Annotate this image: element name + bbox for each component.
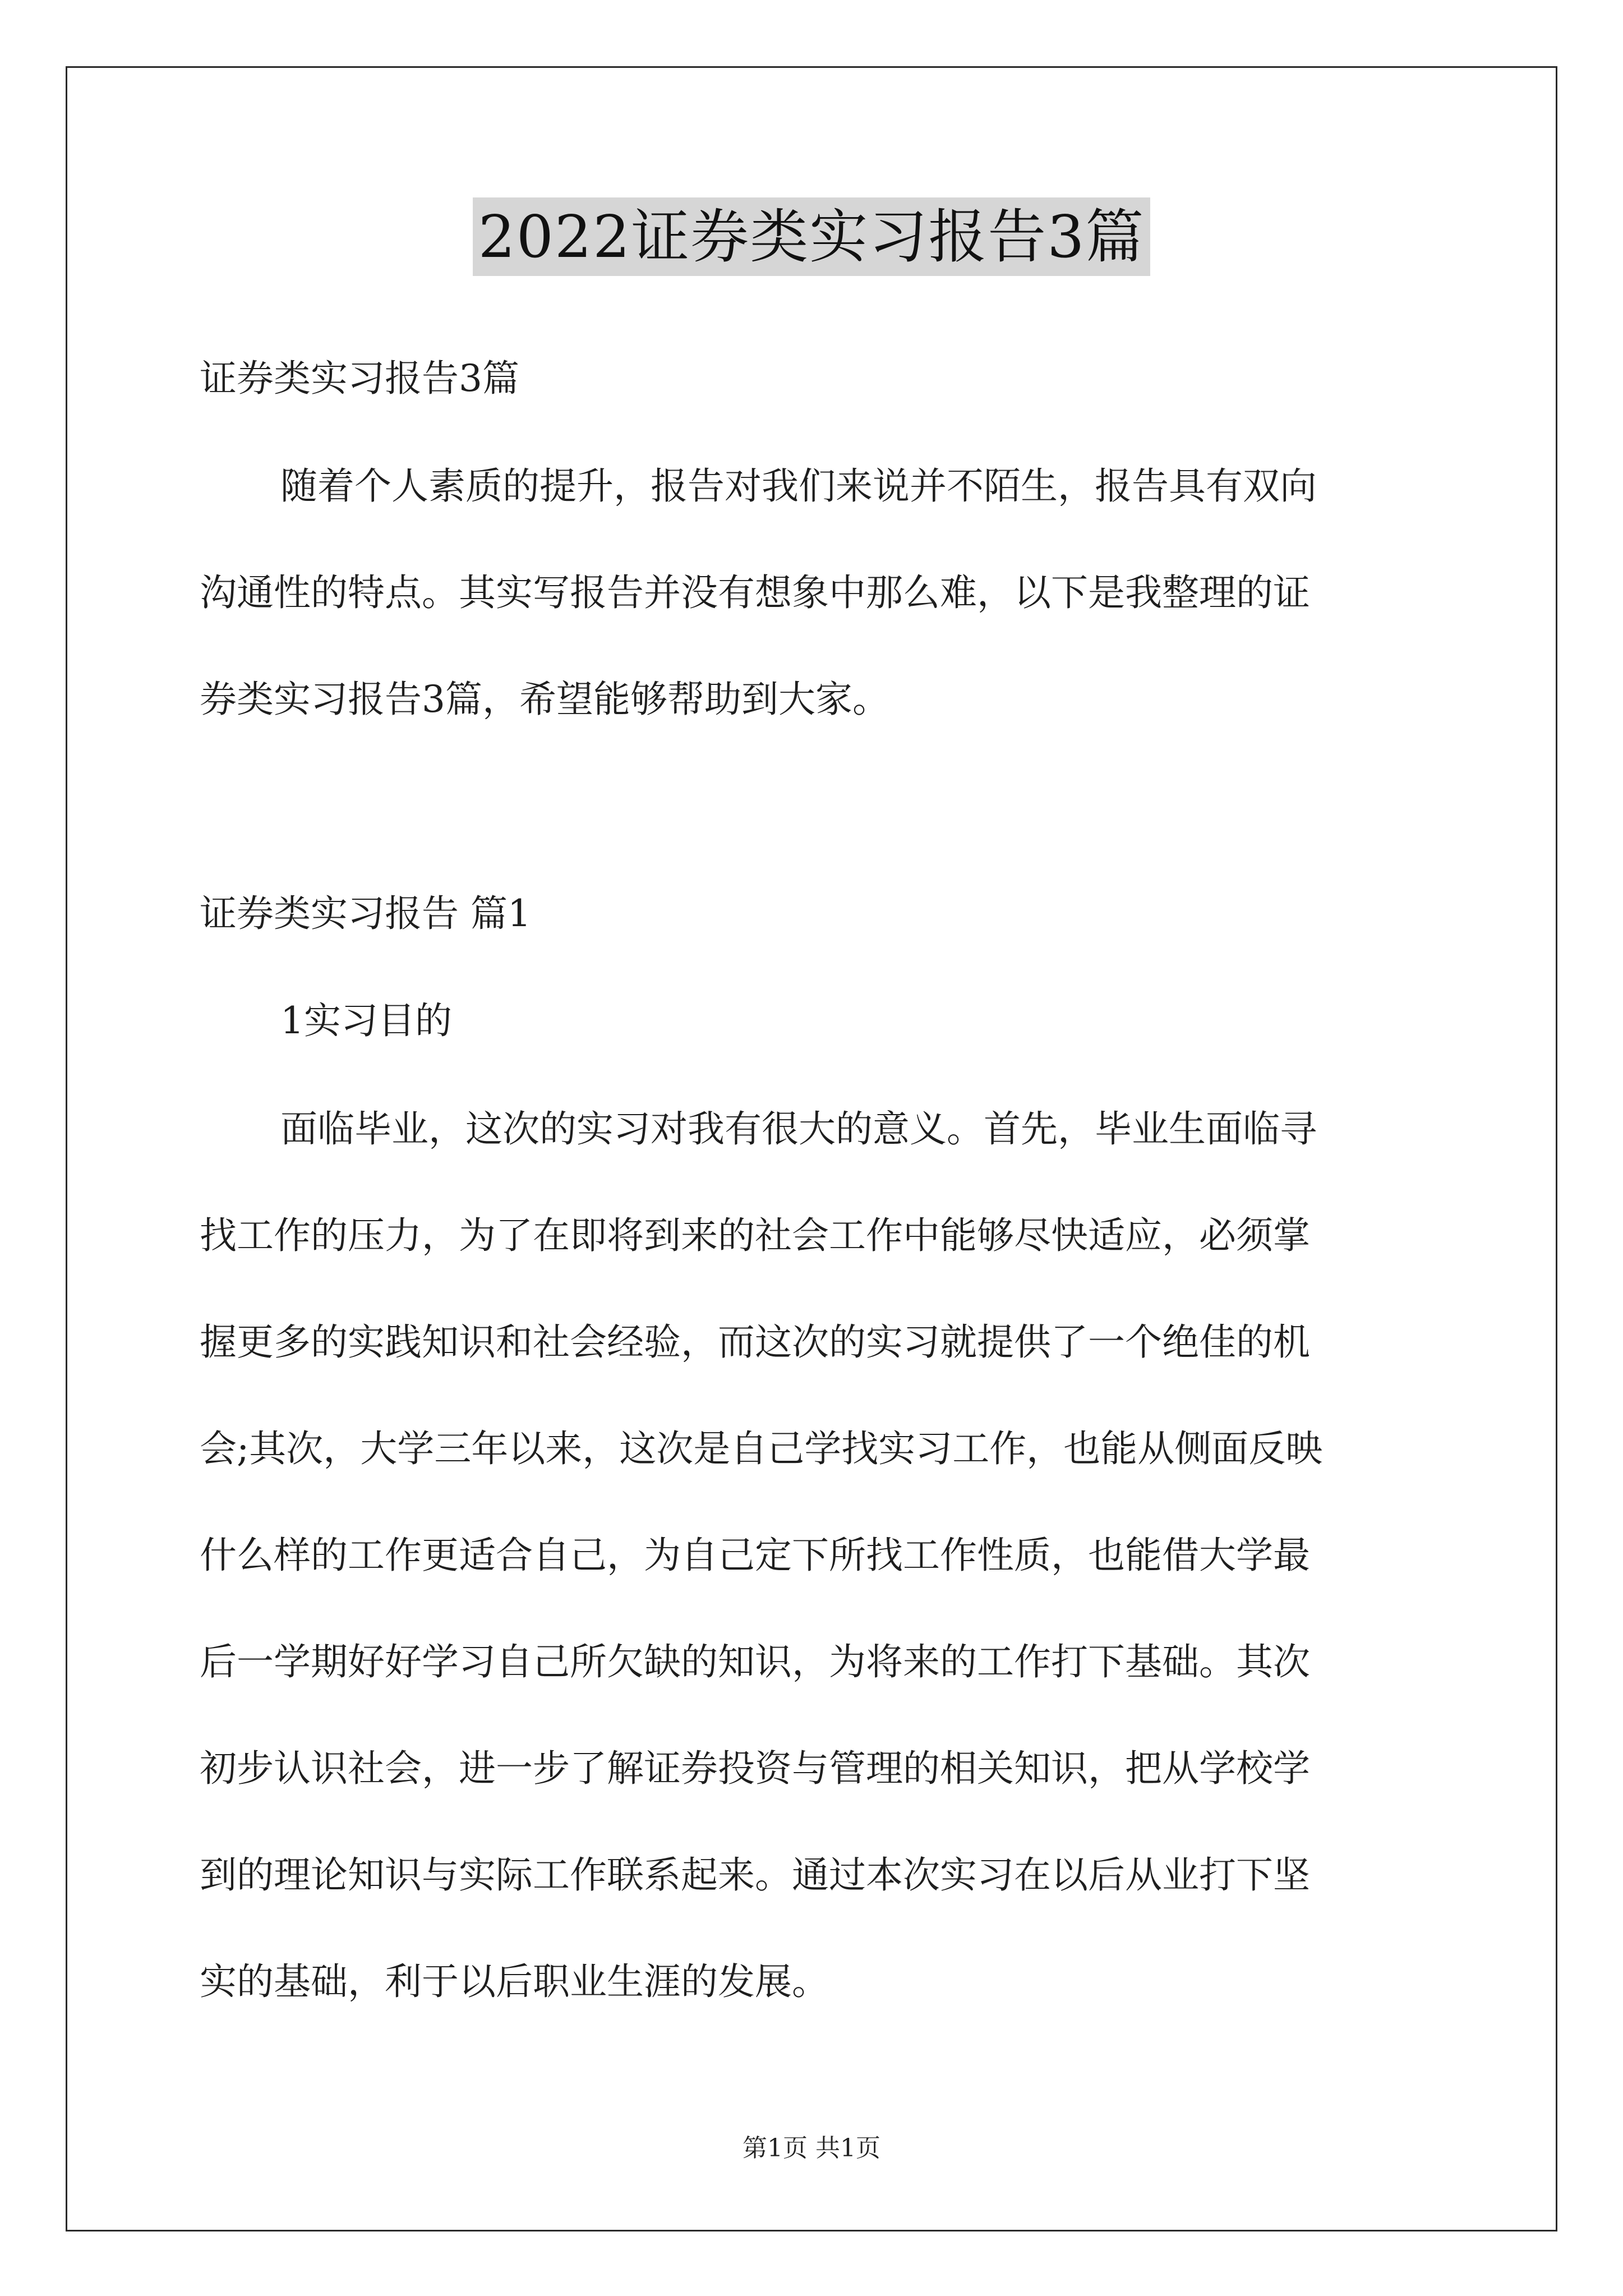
- paragraph-line-5: 什么样的工作更适合自己，为自己定下所找工作性质，也能借大学最: [200, 1534, 1310, 1577]
- item-heading: 1实习目的: [280, 999, 452, 1042]
- paragraph-line-4: 会;其次，大学三年以来，这次是自己学找实习工作，也能从侧面反映: [200, 1427, 1323, 1470]
- paragraph-line-9: 实的基础，利于以后职业生涯的发展。: [200, 1960, 829, 2003]
- paragraph-line-6: 后一学期好好学习自己所欠缺的知识，为将来的工作打下基础。其次: [200, 1640, 1310, 1683]
- paragraph-line-8: 到的理论知识与实际工作联系起来。通过本次实习在以后从业打下坚: [200, 1853, 1310, 1897]
- intro-line-3: 券类实习报告3篇，希望能够帮助到大家。: [200, 678, 889, 721]
- subtitle: 证券类实习报告3篇: [200, 357, 519, 400]
- paragraph-line-7: 初步认识社会，进一步了解证券投资与管理的相关知识，把从学校学: [200, 1747, 1310, 1790]
- paragraph-line-2: 找工作的压力，为了在即将到来的社会工作中能够尽快适应，必须掌: [200, 1214, 1310, 1257]
- intro-line-1: 随着个人素质的提升，报告对我们来说并不陌生，报告具有双向: [280, 464, 1317, 508]
- page-footer: 第1页 共1页: [743, 2134, 880, 2162]
- paragraph-line-1: 面临毕业，这次的实习对我有很大的意义。首先，毕业生面临寻: [280, 1107, 1317, 1151]
- intro-line-2: 沟通性的特点。其实写报告并没有想象中那么难，以下是我整理的证: [200, 571, 1310, 614]
- title-container: [0, 197, 1623, 276]
- document-title: 2022证券类实习报告3篇: [473, 197, 1151, 276]
- section-heading: 证券类实习报告 篇1: [200, 892, 531, 935]
- paragraph-line-3: 握更多的实践知识和社会经验，而这次的实习就提供了一个绝佳的机: [200, 1320, 1310, 1364]
